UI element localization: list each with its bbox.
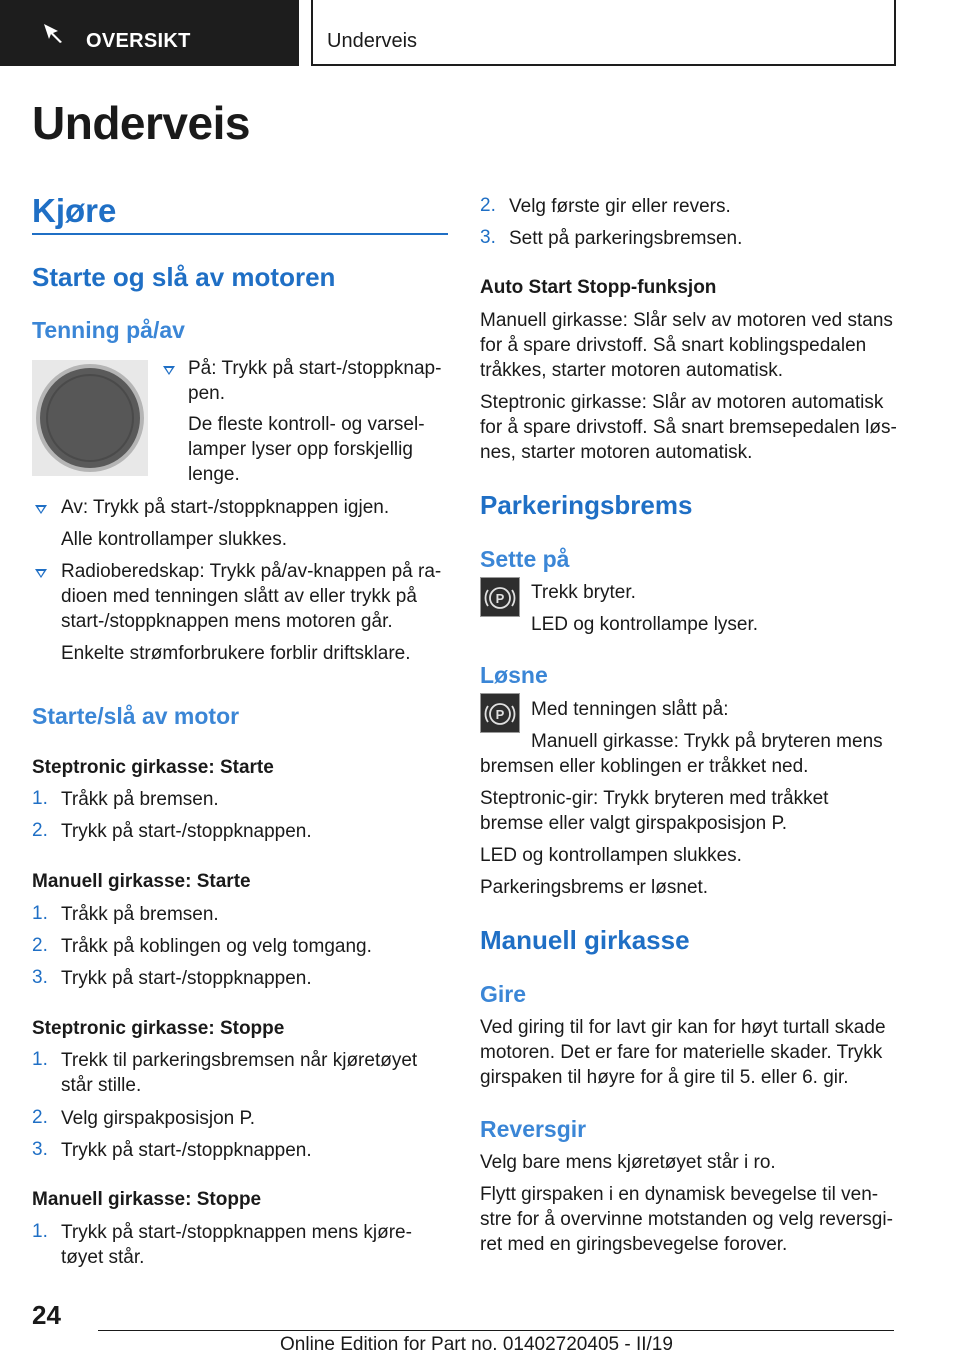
ignition-item3-line2: dioen med tenningen slått av eller trykk på <box>61 586 417 607</box>
bullet-triangle-icon <box>35 569 47 578</box>
manual-start-step3: Trykk på start-/stoppknappen. <box>61 968 312 989</box>
manual-start-step1: Tråkk på bremsen. <box>61 904 219 925</box>
steptronic-stop-step1-line1: Trekk til parkeringsbremsen når kjøretøyet <box>61 1050 418 1071</box>
ignition-item3-line4: Enkelte strømforbrukere forblir driftsklare. <box>61 643 411 664</box>
manual-stop-step1-line1: Trykk på start-/stoppknappen mens kjøre- <box>61 1222 412 1243</box>
page-number: 24 <box>32 1300 61 1330</box>
ignition-item1-line4: lamper lyser opp forskjellig <box>188 439 413 460</box>
steptronic-stop-step1-line2: står stille. <box>61 1075 142 1096</box>
release-line5: bremse eller valgt girspakposisjon P. <box>480 813 787 834</box>
parking-brake-symbol-icon <box>481 694 519 732</box>
auto-p1-line2: for å spare drivstoff. Så snart koblingspedalen <box>480 335 867 356</box>
list-number: 1. <box>32 903 48 924</box>
apply-step1: Trekk bryter. <box>531 582 636 603</box>
footer-edition: Online Edition for Part no. 01402720405 - II/19 <box>280 1334 673 1355</box>
list-number: 3. <box>480 227 496 248</box>
ignition-item1-line2: pen. <box>188 383 225 404</box>
steptronic-start-step1: Tråkk på bremsen. <box>61 789 219 810</box>
reverse-line1: Velg bare mens kjøretøyet står i ro. <box>480 1152 776 1173</box>
list-number: 2. <box>32 820 48 841</box>
heading-release: Løsne <box>480 662 548 688</box>
shift-line1: Ved giring til for lavt gir kan for høyt turtall skade <box>480 1017 886 1038</box>
manual-stop-step3: Sett på parkeringsbremsen. <box>509 228 743 249</box>
parking-letter: P <box>495 707 505 722</box>
reverse-line3: stre for å overvinne motstanden og velg reversgi- <box>480 1209 893 1230</box>
release-line4: Steptronic-gir: Trykk bryteren med tråkket <box>480 788 829 809</box>
heading-parking-brake: Parkeringsbrems <box>480 490 693 520</box>
bullet-triangle-icon <box>35 505 47 514</box>
page-title: Underveis <box>32 97 250 149</box>
ignition-item3-line3: start-/stoppknappen mens motoren går. <box>61 611 393 632</box>
manual-stop-step2: Velg første gir eller revers. <box>509 196 731 217</box>
start-stop-button-image <box>32 360 148 476</box>
manual-stop-title: Manuell girkasse: Stoppe <box>32 1189 262 1210</box>
overview-tab[interactable] <box>0 0 299 66</box>
heading-manual-gearbox: Manuell girkasse <box>480 925 690 955</box>
list-number: 3. <box>32 967 48 988</box>
reverse-line2: Flytt girspaken i en dynamisk bevegelse til ven- <box>480 1184 879 1205</box>
apply-step2: LED og kontrollampe lyser. <box>531 614 759 635</box>
ignition-item2-line2: Alle kontrollamper slukkes. <box>61 529 287 550</box>
list-number: 2. <box>480 195 496 216</box>
shift-line2: motoren. Det er fare for materielle skader. Trykk <box>480 1042 883 1063</box>
release-line1: Med tenningen slått på: <box>531 699 729 720</box>
steptronic-stop-step3: Trykk på start-/stoppknappen. <box>61 1140 312 1161</box>
release-line7: Parkeringsbrems er løsnet. <box>480 877 709 898</box>
parking-brake-icon <box>480 577 520 617</box>
arrow-back-icon <box>42 22 64 44</box>
auto-p1-line3: tråkkes, starter motoren automatisk. <box>480 360 784 381</box>
heading-start-stop-motor: Starte/slå av motor <box>32 703 240 729</box>
parking-brake-icon <box>480 693 520 733</box>
ignition-item1-line1: På: Trykk på start-/stoppknap- <box>188 358 442 379</box>
shift-line3: girspaken til høyre for å gire til 5. eller 6. gir. <box>480 1067 849 1088</box>
list-number: 1. <box>32 1221 48 1242</box>
top-navigation-bar <box>0 0 960 66</box>
release-line6: LED og kontrollampen slukkes. <box>480 845 742 866</box>
heading-shift: Gire <box>480 981 527 1007</box>
heading-apply: Sette på <box>480 546 570 572</box>
overview-label: OVERSIKT <box>86 30 191 52</box>
auto-start-stop-title: Auto Start Stopp-funksjon <box>480 277 717 298</box>
start-stop-engine-icon <box>32 360 148 476</box>
heading-start-stop-engine: Starte og slå av motoren <box>32 262 336 292</box>
current-section-tab <box>311 0 896 66</box>
ignition-item1-line3: De fleste kontroll- og varsel- <box>188 414 425 435</box>
parking-letter: P <box>495 591 505 606</box>
manual-stop-step1-line2: tøyet står. <box>61 1247 145 1268</box>
list-number: 1. <box>32 788 48 809</box>
list-number: 3. <box>32 1139 48 1160</box>
ignition-item1-line5: lenge. <box>188 464 240 485</box>
auto-p2-line2: for å spare drivstoff. Så snart bremsepedalen løs- <box>480 417 897 438</box>
steptronic-start-title: Steptronic girkasse: Starte <box>32 757 274 778</box>
parking-brake-symbol-icon <box>481 578 519 616</box>
auto-p1-line1: Manuell girkasse: Slår selv av motoren ved stans <box>480 310 893 331</box>
list-number: 2. <box>32 1107 48 1128</box>
bullet-triangle-icon <box>163 366 175 375</box>
section-divider <box>32 233 448 235</box>
steptronic-stop-step2: Velg girspakposisjon P. <box>61 1108 255 1129</box>
manual-start-title: Manuell girkasse: Starte <box>32 871 251 892</box>
ignition-item3-line1: Radioberedskap: Trykk på/av-knappen på ra- <box>61 561 442 582</box>
release-line3: bremsen eller koblingen er tråkket ned. <box>480 756 809 777</box>
release-line2: Manuell girkasse: Trykk på bryteren mens <box>531 731 883 752</box>
footer-divider <box>98 1330 894 1331</box>
auto-p2-line1: Steptronic girkasse: Slår av motoren automatisk <box>480 392 884 413</box>
heading-reverse: Reversgir <box>480 1116 587 1142</box>
list-number: 2. <box>32 935 48 956</box>
manual-start-step2: Tråkk på koblingen og velg tomgang. <box>61 936 372 957</box>
current-section-label: Underveis <box>327 30 418 52</box>
list-number: 1. <box>32 1049 48 1070</box>
ignition-item2-line1: Av: Trykk på start-/stoppknappen igjen. <box>61 497 390 518</box>
steptronic-stop-title: Steptronic girkasse: Stoppe <box>32 1018 285 1039</box>
auto-p2-line3: nes, starter motoren automatisk. <box>480 442 753 463</box>
reverse-line4: ret med en giringsbevegelse forover. <box>480 1234 788 1255</box>
section-heading-drive: Kjøre <box>32 192 117 229</box>
steptronic-start-step2: Trykk på start-/stoppknappen. <box>61 821 312 842</box>
heading-ignition: Tenning på/av <box>32 317 185 343</box>
